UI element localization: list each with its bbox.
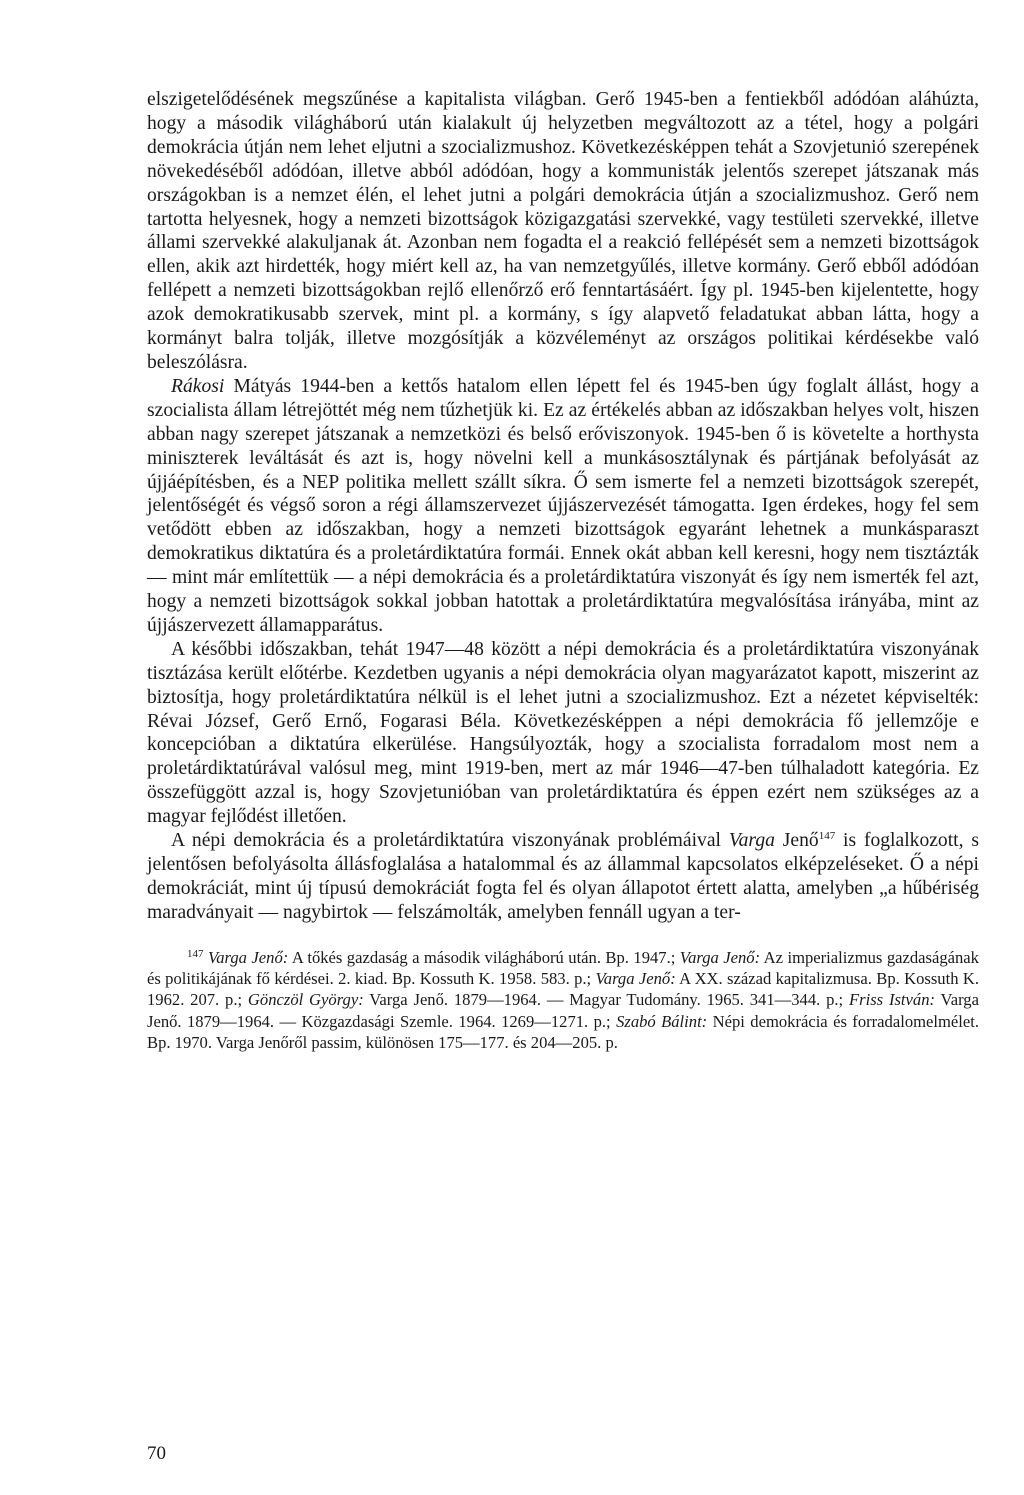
footnote-text: A tőkés gazdaság a második világháború után. Bp. 1947.; (288, 947, 680, 967)
footnotes (147, 947, 979, 1053)
footnote-author: Szabó Bálint: (616, 1011, 708, 1031)
footnote-text: A XX. század kapitalizmusa. Bp. Kossuth K. 1962. 207. p.; (147, 969, 979, 1010)
paragraph-4-author: Varga (728, 830, 775, 852)
footnote-mark: 147 (187, 947, 204, 960)
footnote-author: Gönczöl György: (247, 990, 364, 1010)
page-body (147, 88, 979, 1053)
footnote-147 (147, 947, 979, 1053)
paragraph-2-text: Mátyás 1944-ben a kettős hatalom ellen lépett fel és 1945-ben úgy foglalt állást, hogy a szocialista állam létrejöttét még nem tűzhetjük ki. Ez az értékelés abban az időszakban helyes volt, hiszen abban nagy szerepet játszanak a nemzetközi és belső erőviszonyok. 1945-ben ő is követelte a horthysta miniszterek leváltását és azt is, hogy növelni kell a munkásosztálynak és pártjának befolyását az újjáépítésben, és a NEP politika mellett szállt síkra. Ő sem ismerte fel a nemzeti bizottságok szerepét, jelentőségét és végső soron a régi államszervezet újjászervezését támogatta. Igen érdekes, hogy fel sem vetődött ebben az időszakban, hogy a nemzeti bizottságok egyaránt lehetnek a munkásparaszt demokratikus diktatúra és a proletárdiktatúra formái. Ennek okát abban kell keresni, hogy nem tisztázták — mint már említettük — a népi demokrácia és a proletárdiktatúra viszonyát és így nem ismerték fel azt, hogy a nemzeti bizottságok sokkal jobban hatottak a proletárdiktatúra megvalósítása irányába, mint az újjászervezett államapparátus. (147, 375, 979, 636)
paragraph-3-text: A későbbi időszakban, tehát 1947—48 között a népi demokrácia és a proletárdiktatúra viszonyának tisztázása került előtérbe. Kezdetben ugyanis a népi demokrácia olyan magyarázatot kapott, miszerint az biztosítja, hogy proletárdiktatúra nélkül is el lehet jutni a szocializmushoz. Ezt a nézetet képviselték: Révai József, Gerő Ernő, Fogarasi Béla. Következésképpen a népi demokrácia fő jellemzője e koncepcióban a diktatúra elkerülése. Hangsúlyozták, hogy a szocialista forradalom most nem a proletárdiktatúrával valósul meg, mint 1919-ben, mert az már 1946—47-ben túlhaladott kategória. Ez összefüggött azzal is, hogy Szovjetunióban van proletárdiktatúra és éppen ezért nem szükséges az a magyar fejlődést illetően. (147, 638, 979, 828)
footnote-author: Varga Jenő: (595, 969, 676, 989)
page-number: 70 (147, 1443, 166, 1464)
paragraph-4-text-a: A népi demokrácia és a proletárdiktatúra viszonyának problémáival (171, 830, 729, 852)
footnote-reference: 147 (818, 830, 836, 843)
footnote-text: Varga Jenő. 1879—1964. — Közgazdasági Szemle. 1964. 1269—1271. p.; (147, 990, 979, 1031)
footnote-text: Az imperializmus gazdaságának és politikájának fő kérdései. 2. kiad. Bp. Kossuth K. 1958. 583. p.; (147, 947, 979, 989)
paragraph-1-text: elszigetelődésének megszűnése a kapitalista világban. Gerő 1945-ben a fentiekből adódóan aláhúzta, hogy a második világháború után kialakult új helyzetben megváltozott az a tétel, hogy a polgári demokrácia útján nem lehet eljutni a szocializmushoz. Következésképpen tehát a Szovjetunió szerepének növekedéséből adódóan, illetve abból adódóan, hogy a kommunisták jelentős szerepet játszanak más országokban is a nemzet élén, el lehet jutni a polgári demokrácia útján a szocializmushoz. Gerő nem tartotta helyesnek, hogy a nemzeti bizottságok közigazgatási szervekké, vagy testületi szervekké, illetve állami szervekké alakuljanak át. Azonban nem fogadta el a reakció fellépését sem a nemzeti bizottságok ellen, akik azt hirdették, hogy miért kell az, ha van nemzetgyűlés, illetve kormány. Gerő ebből adódóan fellépett a nemzeti bizottságokban rejlő ellenőrző erő fenntartásáért. Így pl. 1945-ben kijelentette, hogy azok demokratikusabb szervek, mint pl. a kormány, s így alapvető feladatukat abban látta, hogy a kormányt balra tolják, illetve mozgósítják a közvéleményt az országos politikai kérdésekbe való beleszólásra. (147, 89, 979, 373)
paragraph-2 (147, 375, 979, 638)
footnote-text: Népi demokrácia és forradalomelmélet. Bp. 1970. Varga Jenőről passim, különösen 175—177. és 204—205. p. (147, 1011, 980, 1052)
footnote-author: Varga Jenő: (679, 947, 761, 967)
footnote-text: Varga Jenő. 1879—1964. — Magyar Tudomány. 1965. 341—344. p.; (363, 990, 849, 1010)
paragraph-4 (147, 829, 979, 925)
paragraph-2-author: Rákosi (171, 375, 225, 397)
paragraph-3 (147, 638, 979, 829)
footnote-author: Varga Jenő: (207, 947, 289, 967)
paragraph-4-text-b: Jenő (774, 830, 819, 852)
footnote-author: Friss István: (849, 990, 936, 1010)
paragraph-1 (147, 88, 979, 375)
paragraph-4-text-c: is foglalkozott, s jelentősen befolyásolta állásfoglalása a hatalommal és az állammal kapcsolatos elképzeléseket. Ő a népi demokráciát, mint új típusú demokráciát fogta fel és olyan állapotot értett alatta, amelyben „a hűbériség maradványait — nagybirtok — felszámolták, amelyben fennáll ugyan a ter- (147, 830, 979, 923)
